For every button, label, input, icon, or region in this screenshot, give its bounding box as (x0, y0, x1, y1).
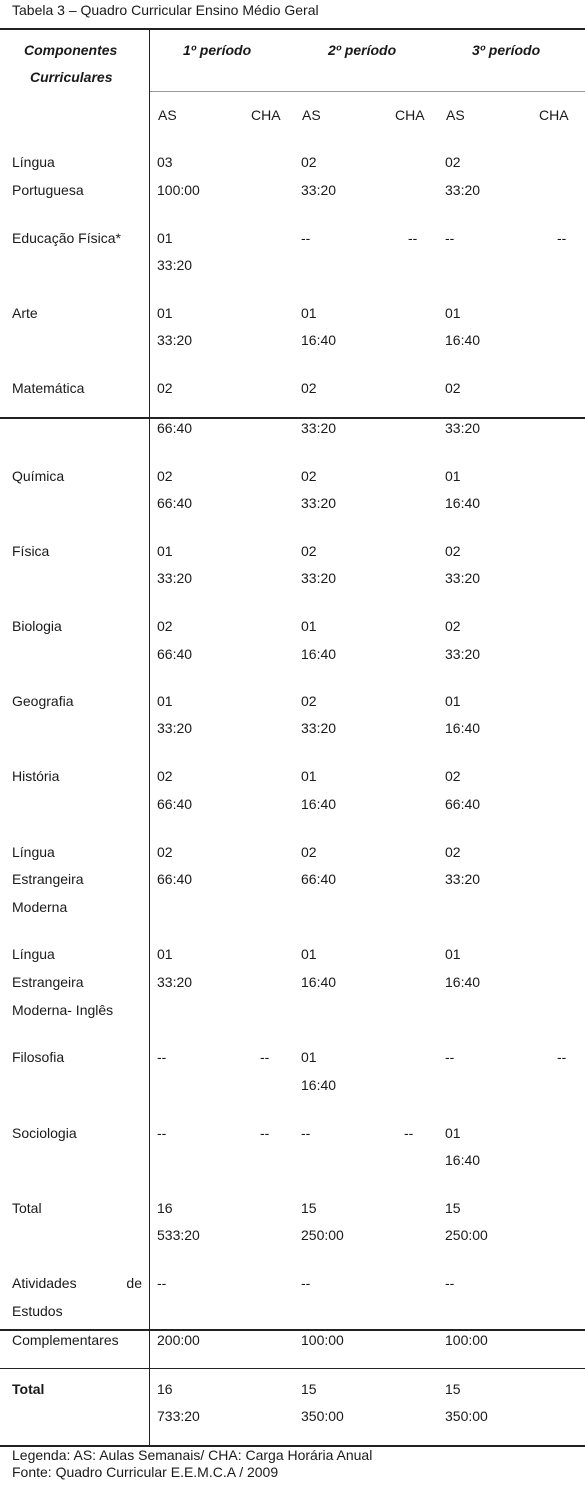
cell-as: 01 (301, 946, 317, 962)
component-column-divider (149, 28, 150, 1446)
cell-as: 01 (157, 946, 173, 962)
cell-cha: 16:40 (301, 332, 337, 348)
row-name: Estrangeira (12, 974, 84, 990)
cell-as: 15 (445, 1200, 461, 1216)
cell-as: -- (445, 230, 455, 246)
header-component-line2: Curriculares (30, 69, 113, 85)
row-name: Total (12, 1200, 42, 1216)
row-name: Língua (12, 154, 55, 170)
cell-cha: -- (404, 1125, 414, 1141)
cell-cha: 33:20 (445, 182, 481, 198)
cell-cha: 733:20 (157, 1408, 200, 1424)
cell-as: 16 (157, 1381, 173, 1397)
cell-as: 01 (445, 1125, 461, 1141)
cell-cha: -- (557, 230, 567, 246)
header-component-line1: Componentes (24, 42, 118, 58)
cell-cha: 250:00 (445, 1227, 488, 1243)
cell-as: -- (301, 230, 311, 246)
cell-as: 01 (445, 305, 461, 321)
row-name: Língua (12, 844, 55, 860)
cell-as: 02 (301, 693, 317, 709)
header-cha-3: CHA (539, 107, 569, 123)
cell-as: 01 (301, 618, 317, 634)
row-name: Geografia (12, 693, 74, 709)
cell-as: 02 (157, 844, 173, 860)
row-name: Biologia (12, 618, 62, 634)
row-name: Língua (12, 946, 55, 962)
header-period-1: 1º período (183, 42, 252, 58)
cell-cha: 33:20 (157, 974, 193, 990)
cell-cha: 66:40 (157, 871, 193, 887)
cell-cha: 16:40 (445, 495, 481, 511)
row-name: Educação Física* (12, 230, 121, 246)
cell-cha: -- (557, 1049, 567, 1065)
header-cha-2: CHA (395, 107, 425, 123)
cell-cha: 100:00 (445, 1332, 488, 1348)
cell-as: 03 (157, 154, 173, 170)
row-name: Moderna- Inglês (12, 1002, 114, 1018)
row-name: Arte (12, 305, 38, 321)
row-name-part: Atividades (12, 1275, 77, 1291)
cell-as: 02 (445, 154, 461, 170)
cell-cha: 66:40 (157, 646, 193, 662)
cell-cha: 33:20 (301, 420, 337, 436)
cell-cha: 33:20 (445, 646, 481, 662)
cell-cha: 16:40 (301, 796, 337, 812)
row-name: História (12, 768, 60, 784)
cell-cha: 66:40 (301, 871, 337, 887)
cell-as: -- (157, 1275, 167, 1291)
cell-cha: 66:40 (157, 796, 193, 812)
header-period-2: 2º período (328, 42, 397, 58)
cell-as: 15 (445, 1381, 461, 1397)
cell-as: 02 (445, 618, 461, 634)
row-name-total: Total (12, 1381, 45, 1397)
cell-as: 01 (157, 230, 173, 246)
cell-as: 01 (157, 693, 173, 709)
cell-as: 01 (157, 305, 173, 321)
row-name: Portuguesa (12, 182, 84, 198)
cell-cha: 33:20 (445, 871, 481, 887)
cell-cha: 100:00 (157, 182, 200, 198)
cell-cha: 350:00 (301, 1408, 344, 1424)
source-text: Fonte: Quadro Curricular E.E.M.C.A / 2009 (12, 1464, 279, 1480)
cell-cha: 33:20 (157, 570, 193, 586)
cell-cha: 16:40 (445, 974, 481, 990)
row-name: Física (12, 543, 50, 559)
cell-cha: -- (260, 1125, 270, 1141)
cell-as: 02 (157, 618, 173, 634)
cell-cha: 33:20 (445, 420, 481, 436)
cell-as: 01 (301, 768, 317, 784)
cell-as: 02 (301, 844, 317, 860)
legend-text: Legenda: AS: Aulas Semanais/ CHA: Carga Horária Anual (12, 1447, 373, 1463)
header-divider (150, 91, 585, 92)
row-name: Matemática (12, 380, 85, 396)
cell-as: 02 (445, 844, 461, 860)
cell-as: -- (157, 1125, 167, 1141)
row-name: Estrangeira (12, 871, 84, 887)
cell-cha: 200:00 (157, 1332, 200, 1348)
cell-as: 02 (301, 468, 317, 484)
cell-cha: 33:20 (301, 720, 337, 736)
cell-cha: 16:40 (301, 974, 337, 990)
cell-cha: 33:20 (157, 332, 193, 348)
row-name-justified (12, 1274, 142, 1292)
row-name-part: de (126, 1275, 142, 1291)
cell-cha: 533:20 (157, 1227, 200, 1243)
cell-cha: 16:40 (445, 1152, 481, 1168)
row-name: Sociologia (12, 1125, 77, 1141)
cell-as: 01 (301, 1049, 317, 1065)
cell-cha: 33:20 (301, 182, 337, 198)
cell-cha: 350:00 (445, 1408, 488, 1424)
table-caption: Tabela 3 – Quadro Curricular Ensino Médio Geral (12, 2, 319, 18)
cell-as: 15 (301, 1381, 317, 1397)
cell-as: 02 (301, 154, 317, 170)
cell-cha: 66:40 (445, 796, 481, 812)
cell-cha: 66:40 (157, 420, 193, 436)
cell-cha: 16:40 (445, 720, 481, 736)
cell-cha: 250:00 (301, 1227, 344, 1243)
cell-as: 16 (157, 1200, 173, 1216)
cell-cha: 16:40 (301, 1077, 337, 1093)
cell-as: 02 (445, 380, 461, 396)
cell-as: -- (157, 1049, 167, 1065)
cell-as: 02 (157, 380, 173, 396)
cell-as: 02 (445, 768, 461, 784)
row-name: Complementares (12, 1332, 119, 1348)
cell-cha: 16:40 (301, 646, 337, 662)
cell-as: -- (301, 1275, 311, 1291)
cell-cha: 33:20 (301, 495, 337, 511)
row-name: Moderna (12, 899, 68, 915)
cell-cha: -- (408, 230, 418, 246)
cell-as: 02 (301, 543, 317, 559)
total-divider (0, 1368, 585, 1369)
cell-as: -- (445, 1049, 455, 1065)
row-name: Estudos (12, 1303, 63, 1319)
cell-cha: 33:20 (445, 570, 481, 586)
cell-cha: 33:20 (157, 720, 193, 736)
cell-as: 15 (301, 1200, 317, 1216)
cell-cha: 66:40 (157, 495, 193, 511)
row-name: Filosofia (12, 1049, 65, 1065)
header-as-1: AS (158, 107, 177, 123)
header-as-3: AS (446, 107, 465, 123)
cell-as: -- (301, 1125, 311, 1141)
cell-cha: 100:00 (301, 1332, 344, 1348)
page-break-line (0, 417, 585, 419)
header-cha-1: CHA (251, 107, 281, 123)
cell-as: 01 (445, 468, 461, 484)
cell-cha: -- (260, 1049, 270, 1065)
table-top-border (0, 28, 585, 30)
cell-cha: 33:20 (157, 257, 193, 273)
cell-cha: 16:40 (445, 332, 481, 348)
row-name: Química (12, 468, 65, 484)
cell-as: 02 (157, 768, 173, 784)
header-period-3: 3º período (472, 42, 541, 58)
cell-as: 01 (445, 946, 461, 962)
cell-as: 02 (157, 468, 173, 484)
cell-as: 01 (445, 693, 461, 709)
cell-as: 02 (301, 380, 317, 396)
cell-as: -- (445, 1275, 455, 1291)
cell-as: 01 (157, 543, 173, 559)
cell-as: 01 (301, 305, 317, 321)
cell-cha: 33:20 (301, 570, 337, 586)
header-as-2: AS (302, 107, 321, 123)
cell-as: 02 (445, 543, 461, 559)
